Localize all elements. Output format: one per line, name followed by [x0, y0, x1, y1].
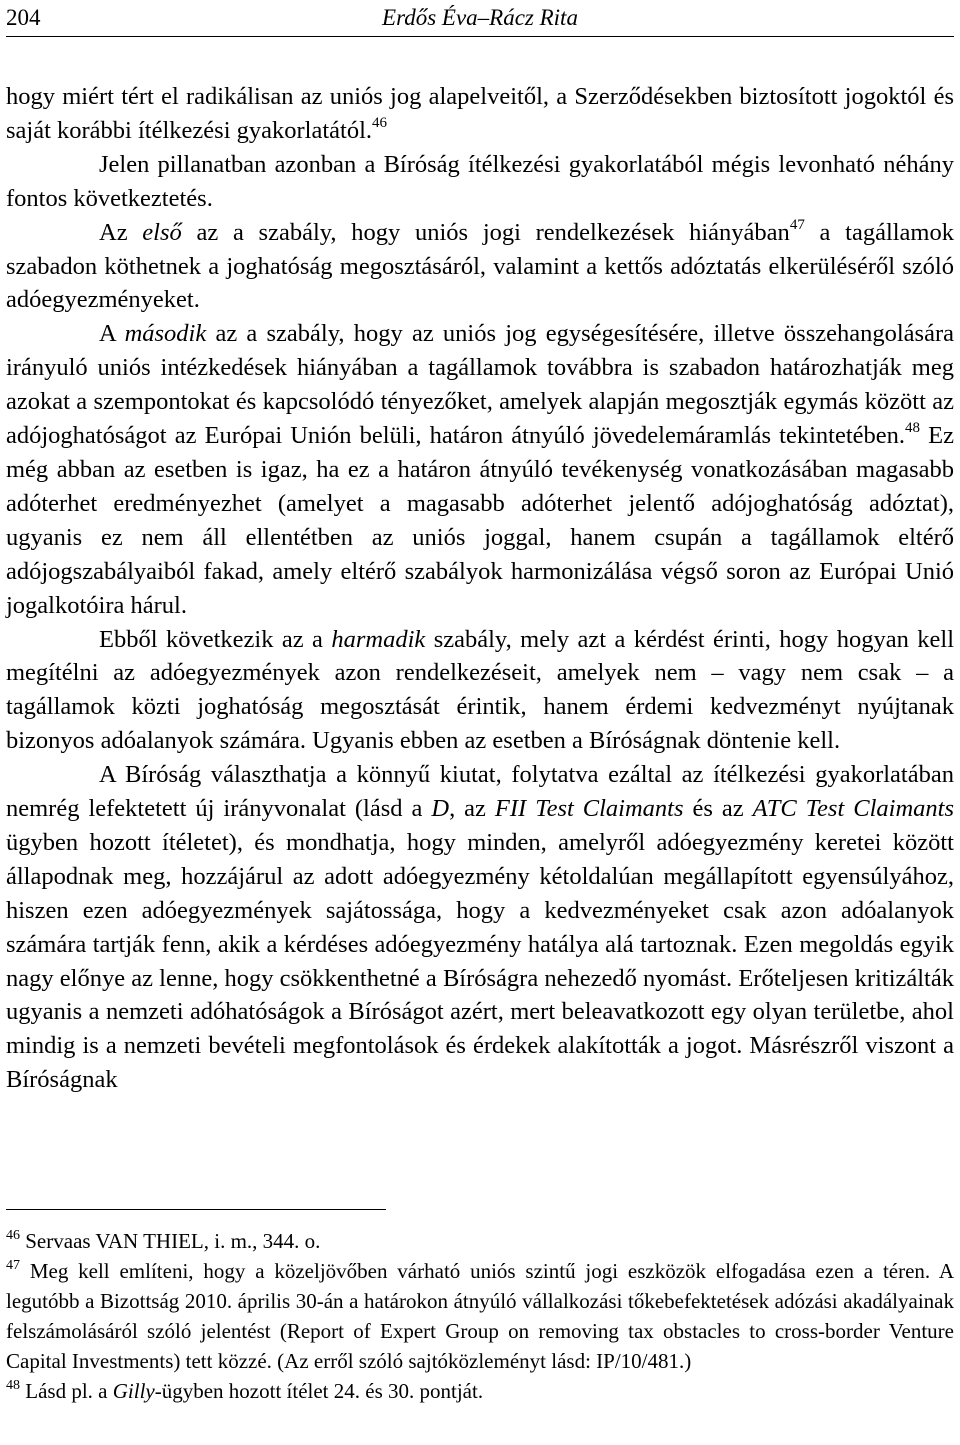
footnote-ref-46: 46 — [372, 114, 388, 131]
body-text — [6, 80, 954, 1097]
page-header — [6, 0, 954, 37]
footnote-47: $^{47}$ Meg kell említeni, hogy a közeljövőben várható uniós szintű jogi eszközök elfogadása ezen a téren. A legutóbb a Bizottság 2010. április 30-án a határokon átnyúló vállalkozási tőkebefektetések adózási akadályainak felszámolásáról szóló jelentést (Report of Expert Group on removing tax obstacles to cross-border Venture Capital Investments) tett közzé. (Az erről szóló sajtóközleményt lásd: IP/10/481.) — [6, 1258, 954, 1373]
footnote-46: $^{46}$ Servaas VAN THIEL, i. m., 344. o. — [6, 1228, 321, 1253]
paragraph-first-rule: Az első az a szabály, hogy uniós jogi rendelkezések hiányában$^{47}$ a tagállamok szabadon köthetnek a joghatóság megosztásáról, valamint a kettős adóztatás elkerüléséről szóló adóegyezményeket. — [6, 216, 954, 314]
running-title: Erdős Éva–Rácz Rita — [382, 5, 578, 30]
footnote-48: $^{48}$ Lásd pl. a Gilly-ügyben hozott ítélet 24. és 30. pontját. — [6, 1378, 484, 1403]
footnote-divider — [6, 1209, 386, 1210]
paragraph: A Bíróság választhatja a könnyű kiutat, folytatva ezáltal az ítélkezési gyakorlatában nemrég lefektetett új irányvonalat (lásd a D, az FII Test Claimants és az ATC Test Claimants ügyben hozott ítéletet), és mondhatja, hogy minden, amelyről adóegyezmény keretei között állapodnak meg, hozzájárul az adott adóegyezmény kétoldalúan megállapított egyensúlyához, hiszen ezen adóegyezmények sajátossága, hogy a kedvezményeket csak azon adóalanyok számára tartják fenn, akik a kérdéses adóegyezmény hatálya alá tartoznak. Ezen megoldás egyik nagy előnye az lenne, hogy csökkenthetné a Bíróságra nehezedő nyomást. Erőteljesen kritizálták ugyanis a nemzeti adóhatóságok a Bíróságot azért, mert beleavatkozott egy olyan területbe, ahol mindig is a nemzeti bevételi megfontolások és érdekek alakították a jogot. Másrészről viszont a Bíróságnak — [6, 761, 955, 1094]
paragraph-third-rule: Ebből következik az a harmadik szabály, mely azt a kérdést érinti, hogy hogyan kell megítélni az adóegyezmények azon rendelkezéseit, amelyek nem – vagy nem csak – a tagállamok közti joghatóság megosztását érintik, hanem érdemi kedvezményt nyújtanak bizonyos adóalanyok számára. Ugyanis ebben az esetben a Bíróságnak döntenie kell. — [6, 625, 954, 755]
paragraph: Jelen pillanatban azonban a Bíróság ítélkezési gyakorlatából mégis levonható néhány fontos következtetés. — [6, 150, 954, 212]
footnote-ref-47: 47 — [789, 216, 805, 233]
paragraph-continuation: hogy miért tért el radikálisan az uniós jog alapelveitől, a Szerződésekben biztosított jogoktól és saját korábbi ítélkezési gyakorlatától.$^{46}$ — [6, 83, 954, 144]
footnote-ref-48: 48 — [905, 420, 921, 437]
footnotes — [6, 1226, 954, 1406]
page-number: 204 — [6, 5, 41, 30]
paragraph-second-rule: A második az a szabály, hogy az uniós jog egységesítésére, illetve összehangolására irányuló uniós intézkedések hiányában a tagállamok továbbra is szabadon határozhatják meg azokat a szempontokat és kapcsolódó tényezőket, amelyek alapján megosztják egymás között az adójoghatóságot az Európai Unión belüli, határon átnyúló jövedelemáramlás tekintetében.$^{48}$ Ez még abban az esetben is igaz, ha ez a határon átnyúló tevékenység vonatkozásában magasabb adóterhet eredményezhet (amelyet a magasabb adóterhet jelentő adójoghatóság adóztat), ugyanis ez nem áll ellentétben az uniós joggal, hanem csupán a tagállamok eltérő adójogszabályaiból fakad, amely eltérő szabályok harmonizálása végső soron az Európai Unió jogalkotóira hárul. — [6, 320, 955, 619]
